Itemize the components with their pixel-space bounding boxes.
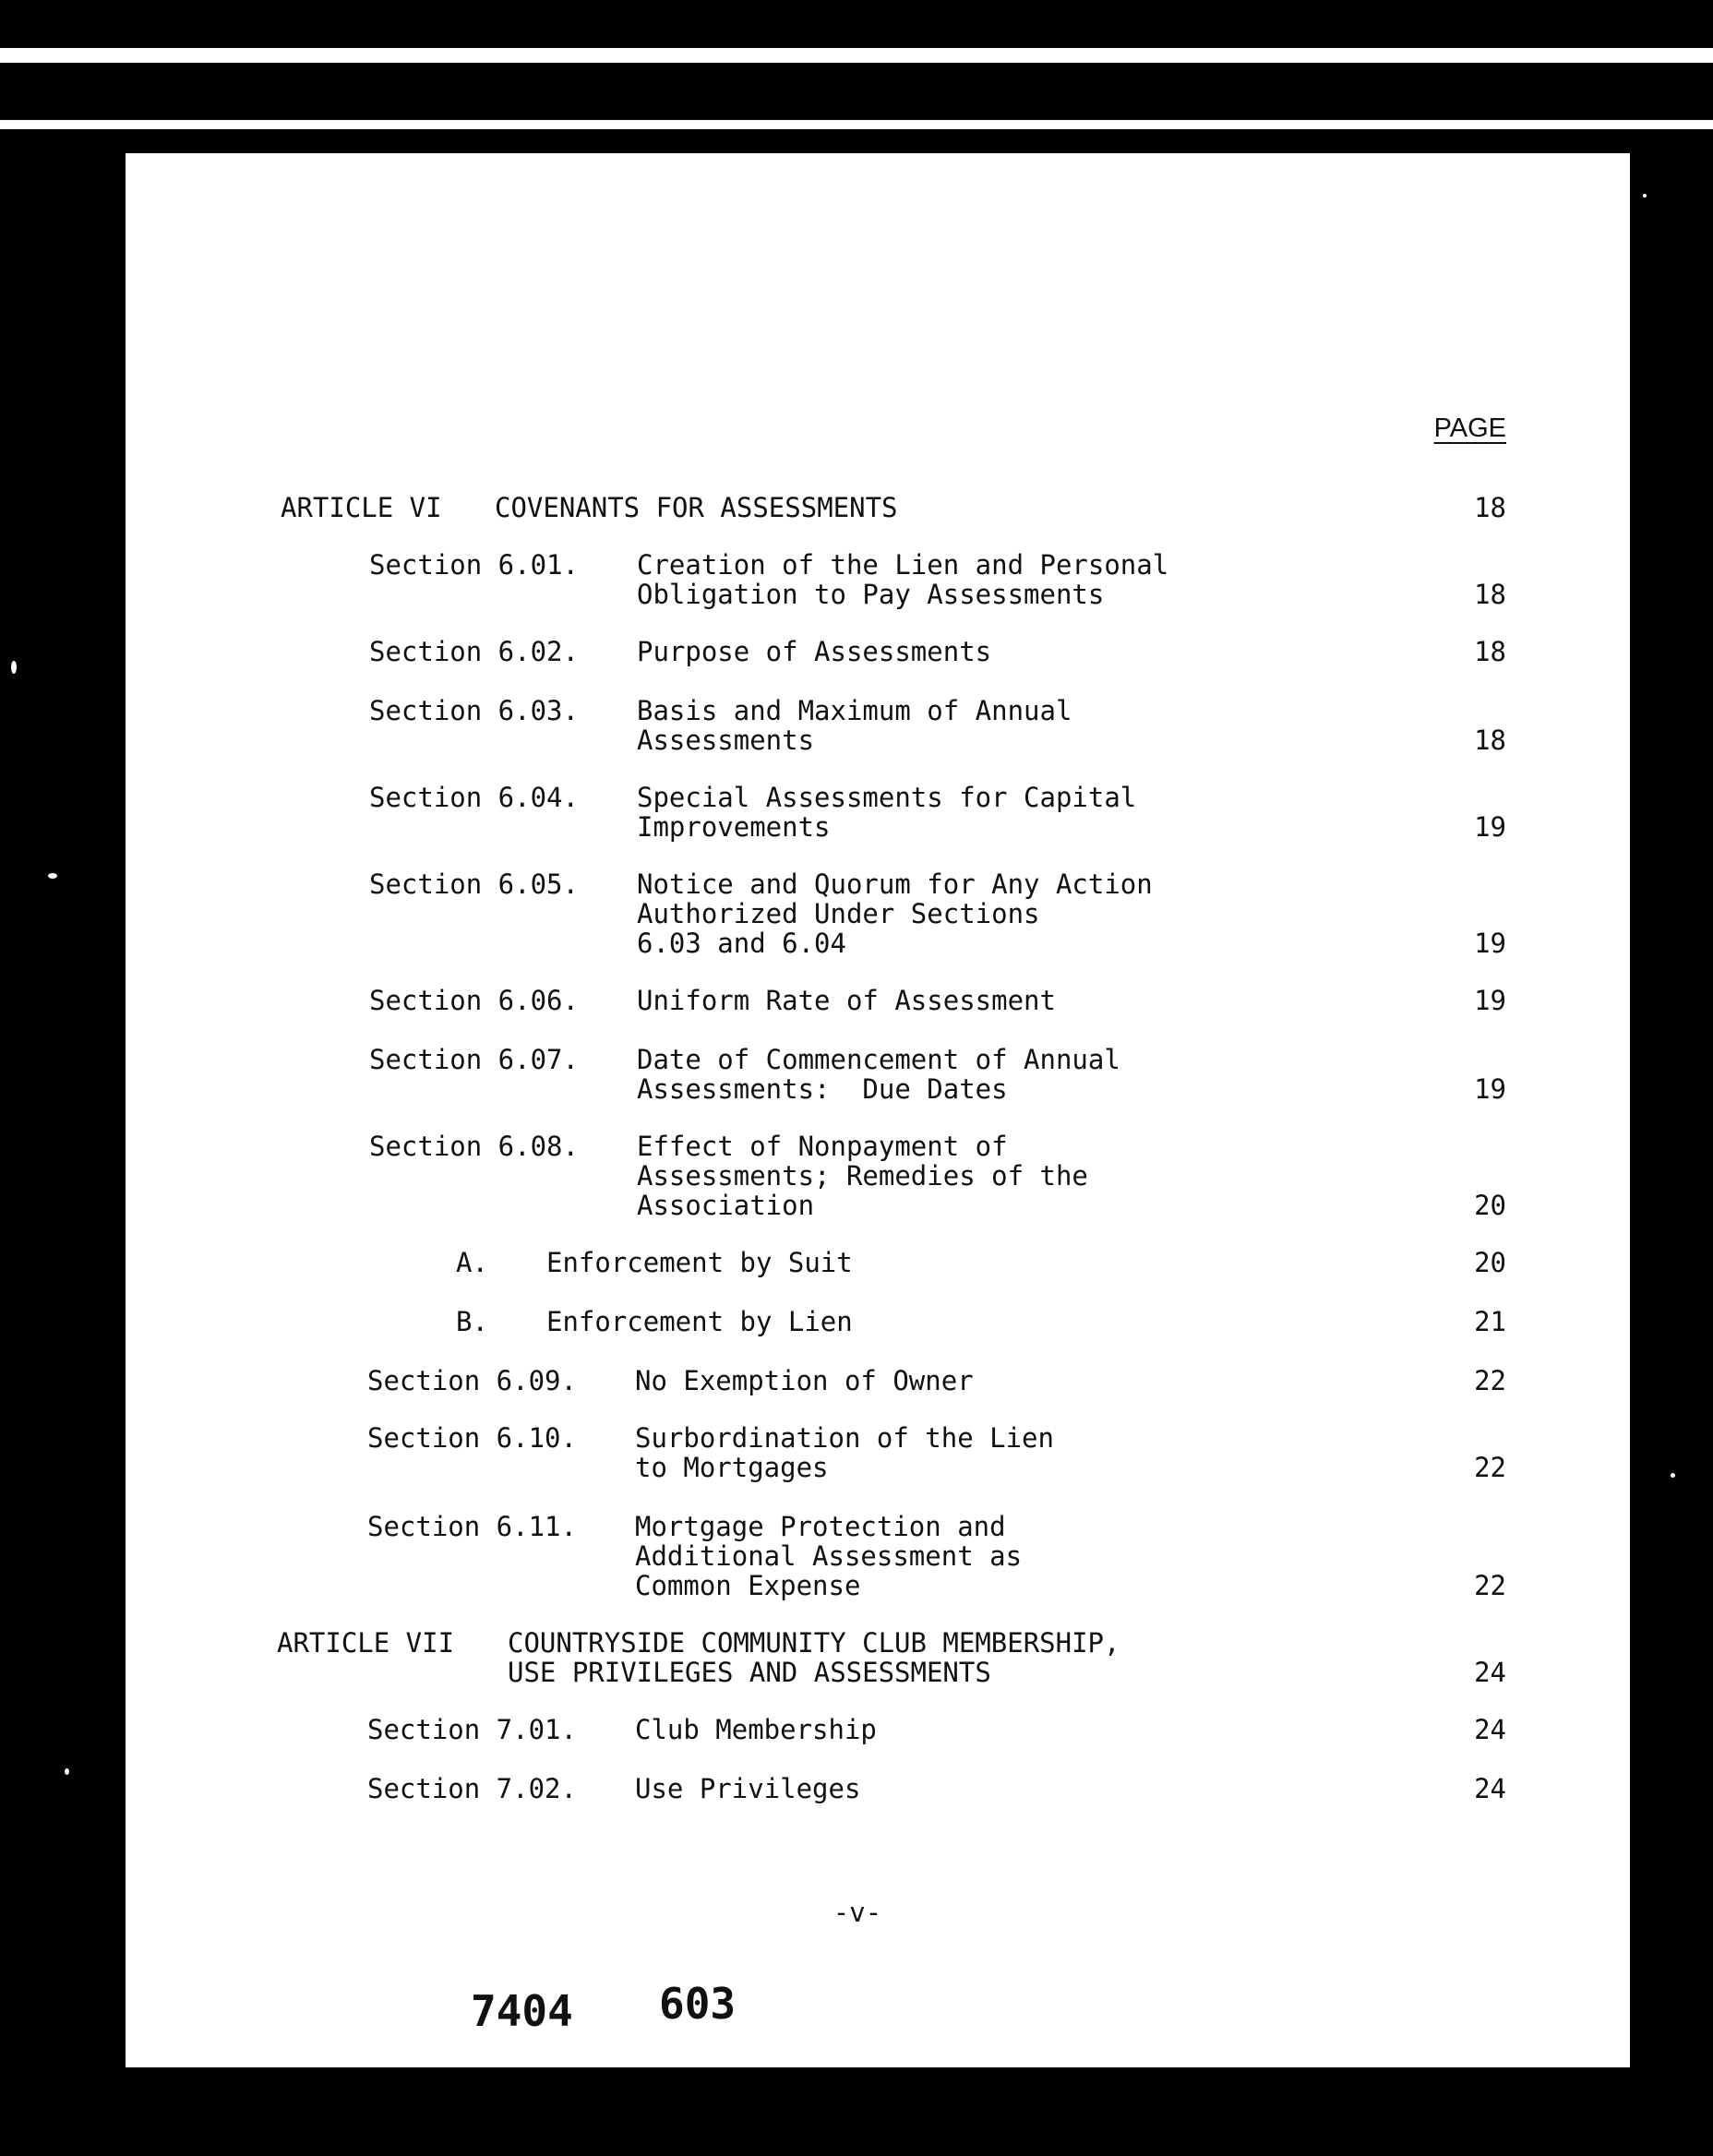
subsection-label: A. (456, 1247, 488, 1278)
section-title-line: Assessments; Remedies of the (637, 1160, 1088, 1192)
scan-edge-strip (0, 120, 1713, 129)
section-title-line: Basis and Maximum of Annual (637, 695, 1072, 726)
section-title-line: Date of Commencement of Annual (637, 1044, 1120, 1075)
article-title: COVENANTS FOR ASSESSMENTS (495, 492, 898, 523)
article-label: ARTICLE VI (281, 492, 442, 523)
section-label: Section 6.10. (367, 1422, 577, 1454)
page-number: 19 (1474, 985, 1506, 1016)
section-label: Section 6.02. (369, 636, 579, 667)
subsection-title: Enforcement by Lien (546, 1306, 853, 1337)
section-label: Section 6.05. (369, 868, 579, 900)
section-title-line: Assessments (637, 725, 815, 756)
page-number: 22 (1474, 1570, 1506, 1601)
document-page (126, 153, 1630, 2067)
section-title-line: Improvements (637, 811, 831, 843)
section-title-line: Mortgage Protection and (635, 1511, 1006, 1542)
section-title-line: Additional Assessment as (635, 1540, 1023, 1572)
section-title-line: Use Privileges (635, 1773, 861, 1804)
section-title-line: Creation of the Lien and Personal (637, 549, 1169, 581)
book-page-number: 603 (659, 1979, 737, 2029)
article-title-line: COUNTRYSIDE COMMUNITY CLUB MEMBERSHIP, (508, 1627, 1120, 1659)
section-label: Section 6.07. (369, 1044, 579, 1075)
section-title-line: Authorized Under Sections (637, 898, 1040, 929)
article-label: ARTICLE VII (277, 1627, 455, 1659)
scan-speck (48, 873, 57, 879)
section-title-line: No Exemption of Owner (635, 1365, 974, 1396)
page-number: 18 (1474, 725, 1506, 756)
article-title-line: USE PRIVILEGES AND ASSESSMENTS (508, 1657, 991, 1688)
scan-speck (1671, 1473, 1675, 1478)
book-number: 7404 (471, 1986, 573, 2036)
section-title-line: Uniform Rate of Assessment (637, 985, 1056, 1016)
section-title-line: Effect of Nonpayment of (637, 1131, 1008, 1162)
section-title-line: Club Membership (635, 1714, 877, 1745)
page-number: 20 (1474, 1190, 1506, 1221)
scan-speck (65, 1768, 69, 1775)
section-label: Section 6.11. (367, 1511, 577, 1542)
section-title-line: to Mortgages (635, 1452, 829, 1483)
section-label: Section 6.09. (367, 1365, 577, 1396)
section-label: Section 6.01. (369, 549, 579, 581)
page-number: 19 (1474, 928, 1506, 959)
scan-speck (1643, 194, 1647, 198)
section-title-line: Obligation to Pay Assessments (637, 579, 1105, 610)
section-title-line: Common Expense (635, 1570, 861, 1601)
section-title-line: Notice and Quorum for Any Action (637, 868, 1153, 900)
page-number: 24 (1474, 1714, 1506, 1745)
section-title-line: Purpose of Assessments (637, 636, 992, 667)
page-number: 22 (1474, 1365, 1506, 1396)
page-column-heading: PAGE (1433, 413, 1506, 443)
scan-speck (11, 661, 17, 674)
page-number: 20 (1474, 1247, 1506, 1278)
section-label: Section 6.04. (369, 782, 579, 813)
section-title-line: Surbordination of the Lien (635, 1422, 1054, 1454)
section-label: Section 7.01. (367, 1714, 577, 1745)
page-number: 21 (1474, 1306, 1506, 1337)
section-label: Section 6.03. (369, 695, 579, 726)
page-number: 19 (1474, 1073, 1506, 1105)
section-title-line: Special Assessments for Capital (637, 782, 1137, 813)
subsection-title: Enforcement by Suit (546, 1247, 853, 1278)
page-number: 19 (1474, 811, 1506, 843)
page-folio: -v- (833, 1897, 882, 1928)
section-title-line: Association (637, 1190, 815, 1221)
page-number: 22 (1474, 1452, 1506, 1483)
page-number: 24 (1474, 1773, 1506, 1804)
section-title-line: 6.03 and 6.04 (637, 928, 846, 959)
page-number: 18 (1474, 579, 1506, 610)
section-label: Section 6.06. (369, 985, 579, 1016)
page-number: 18 (1474, 636, 1506, 667)
page-number: 18 (1474, 492, 1506, 523)
page-number: 24 (1474, 1657, 1506, 1688)
section-label: Section 7.02. (367, 1773, 577, 1804)
section-label: Section 6.08. (369, 1131, 579, 1162)
scan-edge-strip (0, 48, 1713, 63)
subsection-label: B. (456, 1306, 488, 1337)
section-title-line: Assessments: Due Dates (637, 1073, 1008, 1105)
